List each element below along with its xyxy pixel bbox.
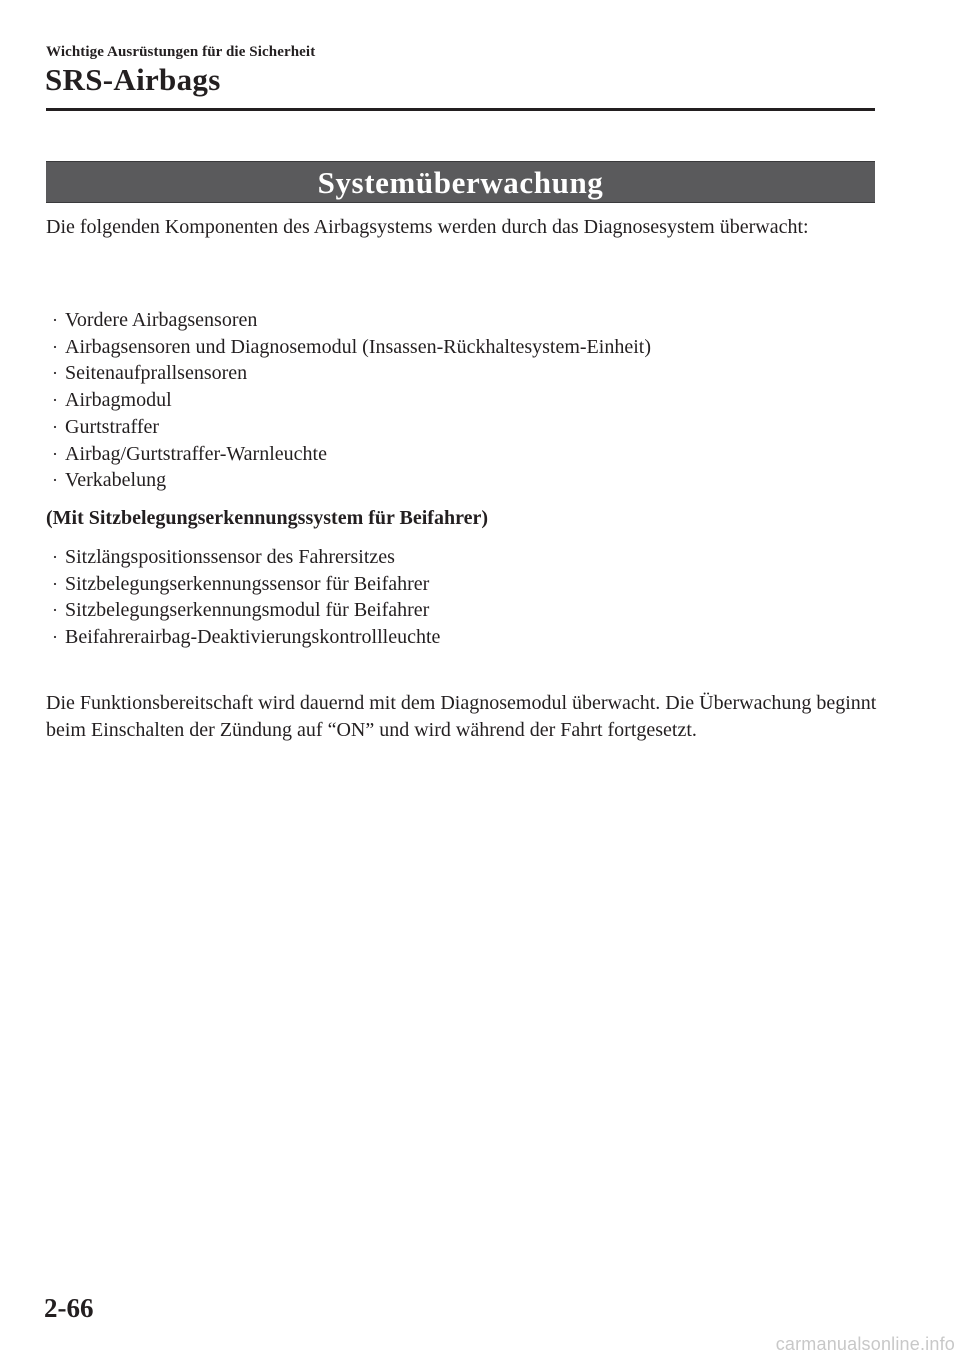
list-item: · Vordere Airbagsensoren [46,307,651,334]
list-item: · Sitzbelegungserkennungssensor für Beifahrer [46,571,440,598]
bullet-dot-icon: · [52,627,58,648]
bullet-dot-icon: · [52,443,58,464]
bullet-dot-icon: · [52,363,58,384]
intro-paragraph: Die folgenden Komponenten des Airbagsystems werden durch das Diagnosesystem überwacht: [46,216,809,238]
component-list [46,307,651,494]
page-number: 2-66 [44,1293,94,1323]
heading-band [46,161,875,203]
heading-title: Systemüberwachung [317,164,604,200]
bullet-dot-icon: · [52,336,58,357]
list-item: · Airbag/Gurtstraffer-Warnleuchte [46,441,651,468]
bullet-dot-icon: · [52,390,58,411]
list-item: · Sitzlängspositionssensor des Fahrersitzes [46,544,440,571]
list-item: · Airbagsensoren und Diagnosemodul (Insassen-Rückhaltesystem-Einheit) [46,334,651,361]
bullet-dot-icon: · [52,310,58,330]
bullet-dot-icon: · [52,547,58,567]
occupant-sensor-list [46,544,440,651]
section-title: SRS-Airbags [45,62,221,97]
list-item: · Airbagmodul [46,387,651,414]
list-item: · Gurtstraffer [46,414,651,441]
list-item: · Sitzbelegungserkennungsmodul für Beifahrer [46,597,440,624]
list-item: · Verkabelung [46,467,651,494]
bullet-dot-icon: · [52,470,58,491]
subheading: (Mit Sitzbelegungserkennungssystem für Beifahrer) [46,507,489,529]
bullet-dot-icon: · [52,600,58,621]
list-item: · Beifahrerairbag-Deaktivierungskontrollleuchte [46,624,440,651]
header-rule [46,108,875,111]
watermark: carmanualsonline.info [775,1334,955,1354]
bullet-dot-icon: · [52,416,58,437]
outro-paragraph: Die Funktionsbereitschaft wird dauernd mit dem Diagnosemodul überwacht. Die Überwachung beginnt beim Einschalten der Zündung auf “ON” und wird während der Fahrt fortgesetzt. [46,692,877,741]
bullet-dot-icon: · [52,573,58,594]
chapter-label: Wichtige Ausrüstungen für die Sicherheit [46,44,316,60]
list-item: · Seitenaufprallsensoren [46,360,651,387]
